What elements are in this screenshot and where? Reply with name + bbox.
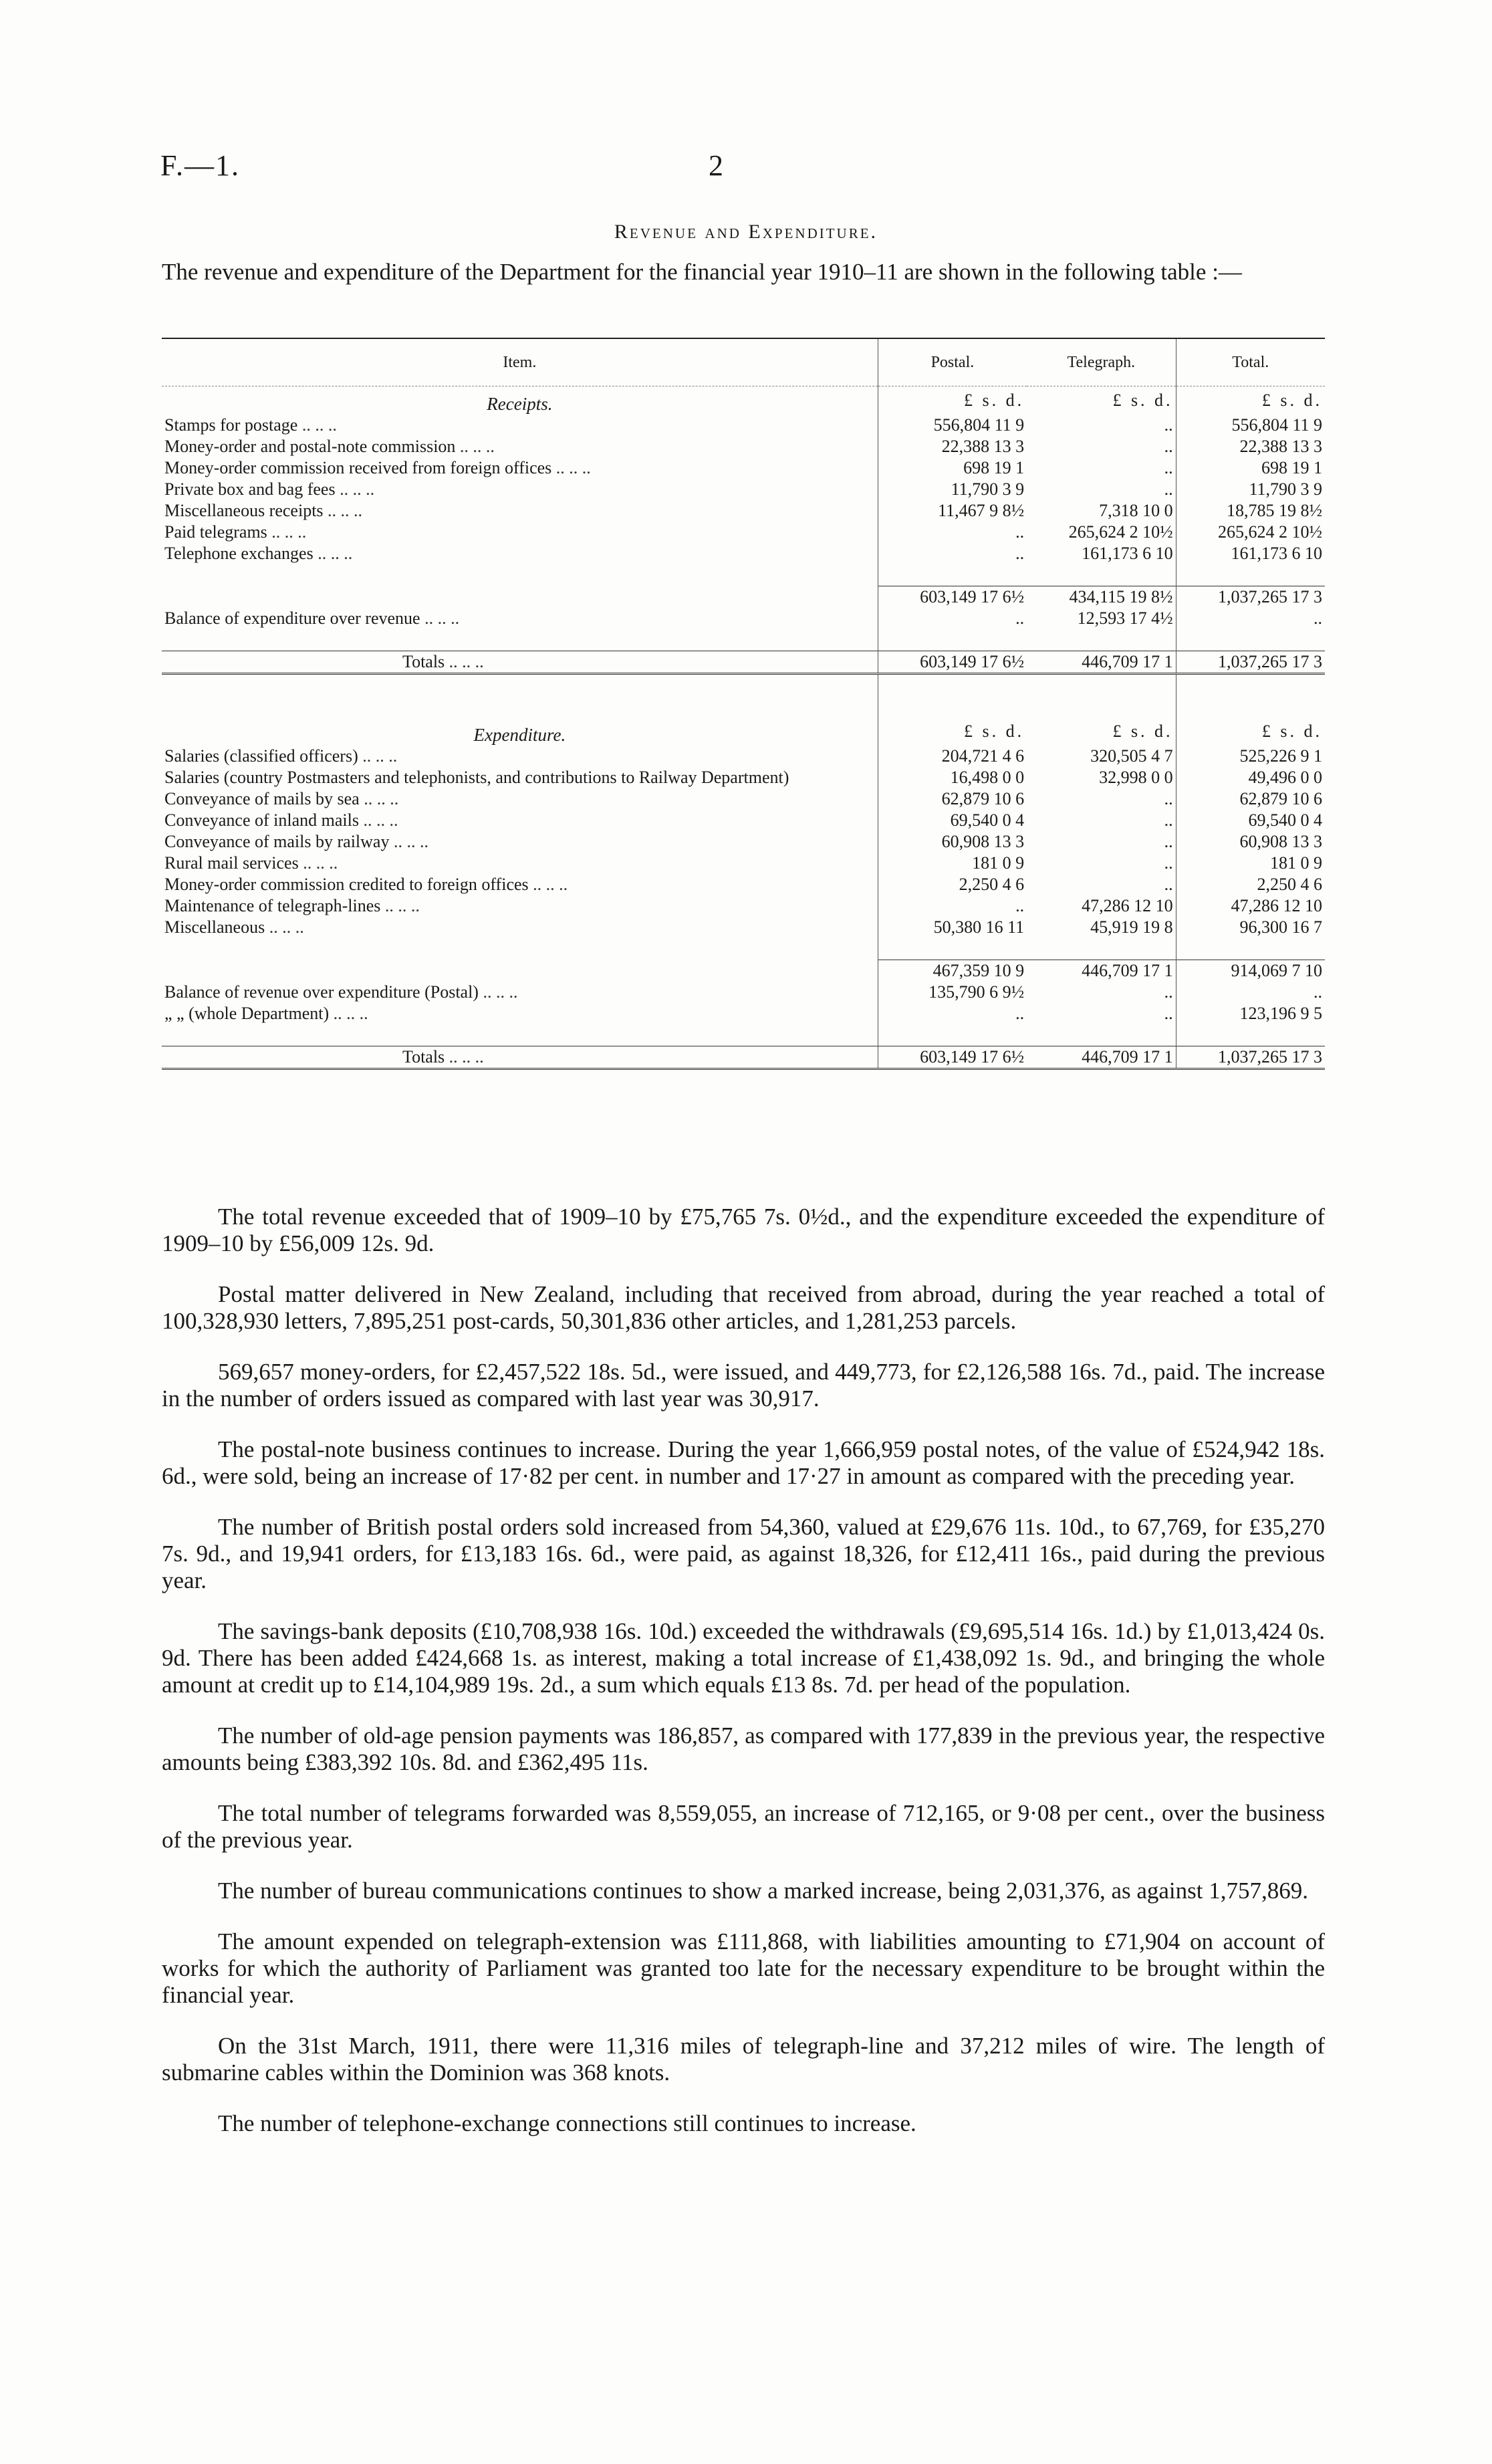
cell-postal: 50,380 16 11 (878, 917, 1027, 938)
cell-total: 1,037,265 17 3 (1176, 586, 1325, 608)
cell-postal: 62,879 10 6 (878, 788, 1027, 810)
expenditure-row (162, 746, 1325, 767)
page-number: 2 (709, 149, 723, 182)
expenditure-subtotal-row (162, 960, 1325, 982)
cell-item (162, 1046, 878, 1069)
cell-item (162, 767, 878, 788)
body-paragraph: The number of old-age pension payments was 186,857, as compared with 177,839 in the previous year, the respective amounts being £383,392 10s. 8d. and £362,495 11s. (162, 1722, 1325, 1775)
leader-dots: .. .. .. (329, 1004, 368, 1023)
body-paragraph: The number of bureau communications continues to show a marked increase, being 2,031,376, as against 1,757,869. (218, 1878, 1308, 1904)
expenditure-totals-row (162, 1046, 1325, 1069)
cell-total: 1,037,265 17 3 (1176, 651, 1325, 674)
cell-telegraph: 320,505 4 7 (1090, 746, 1173, 766)
expenditure-row (162, 767, 1325, 788)
row-label: Balance of revenue over expenditure (Postal) (164, 982, 479, 1002)
receipts-heading-row (162, 386, 1325, 415)
row-label: Totals (402, 652, 445, 671)
cell-telegraph: 47,286 12 10 (1082, 896, 1173, 915)
leader-dots: .. .. .. (267, 522, 307, 542)
receipts-heading: Receipts. (487, 394, 553, 414)
row-label: Salaries (classified officers) (164, 746, 358, 766)
expenditure-row (162, 831, 1325, 853)
table-body (162, 386, 1325, 1069)
leader-dots: .. .. .. (455, 437, 495, 456)
expenditure-heading: Expenditure. (473, 725, 566, 745)
cell-total: 556,804 11 9 (1176, 415, 1325, 436)
cell-total: 11,790 3 9 (1176, 479, 1325, 500)
cell-postal: .. (878, 1003, 1027, 1024)
cell-item (162, 543, 878, 564)
spacer-row (162, 629, 1325, 651)
cell-total: .. (1176, 608, 1325, 629)
receipts-row (162, 479, 1325, 500)
cell-item (162, 436, 878, 457)
cell-telegraph: .. (1164, 479, 1173, 499)
cell-total: 123,196 9 5 (1176, 1003, 1325, 1024)
row-label: Conveyance of mails by railway (164, 832, 390, 851)
cell-total: 265,624 2 10½ (1176, 522, 1325, 543)
row-label: Balance of expenditure over revenue (164, 608, 420, 628)
cell-item (162, 895, 878, 917)
cell-telegraph: 265,624 2 10½ (1068, 522, 1173, 542)
body-paragraph: Postal matter delivered in New Zealand, including that received from abroad, during the year reached a total of 100,328,930 letters, 7,895,251 post-cards, 50,301,836 other articles, and 1,281,253 parcels. (162, 1281, 1325, 1334)
expenditure-balance-whole-row (162, 1003, 1325, 1024)
cell-total: 18,785 19 8½ (1176, 500, 1325, 522)
section-title: Revenue and Expenditure. (614, 221, 878, 243)
cell-postal: 204,721 4 6 (878, 746, 1027, 767)
body-text (162, 1204, 1325, 2161)
expenditure-heading-row (162, 717, 1325, 746)
column-header-telegraph: Telegraph. (1027, 338, 1176, 386)
cell-postal: 16,498 0 0 (878, 767, 1027, 788)
cell-postal: 135,790 6 9½ (878, 982, 1027, 1003)
expenditure-row (162, 895, 1325, 917)
body-paragraph: The number of telephone-exchange connections still continues to increase. (218, 2110, 916, 2136)
body-paragraph: The postal-note business continues to increase. During the year 1,666,959 postal notes, of the value of £524,942 18s. 6d., were sold, being an increase of 17·82 per cent. in number and 17·27 in amount as compared with the preceding year. (162, 1436, 1325, 1489)
cell-postal: 22,388 13 3 (878, 436, 1027, 457)
cell-total: 49,496 0 0 (1176, 767, 1325, 788)
cell-telegraph: 45,919 19 8 (1090, 917, 1173, 937)
cell-telegraph: 12,593 17 4½ (1077, 608, 1173, 628)
cell-postal: 11,790 3 9 (878, 479, 1027, 500)
receipts-row (162, 522, 1325, 543)
row-label: Money-order commission received from foreign offices (164, 458, 552, 477)
cell-postal: 181 0 9 (878, 853, 1027, 874)
cell-telegraph: .. (1164, 789, 1173, 808)
cell-total: 96,300 16 7 (1176, 917, 1325, 938)
leader-dots: .. .. .. (551, 458, 591, 477)
cell-postal: 467,359 10 9 (878, 960, 1027, 982)
currency-label: £ s. d. (1176, 386, 1325, 415)
cell-postal: 556,804 11 9 (878, 415, 1027, 436)
row-label: Telephone exchanges (164, 544, 314, 563)
cell-telegraph: .. (1164, 437, 1173, 456)
row-label: Totals (402, 1047, 445, 1067)
cell-total: 525,226 9 1 (1176, 746, 1325, 767)
cell-telegraph: .. (1164, 853, 1173, 873)
body-paragraph: The total number of telegrams forwarded was 8,559,055, an increase of 712,165, or 9·08 per cent., over the business of the previous year. (162, 1800, 1325, 1853)
receipts-balance-row (162, 608, 1325, 629)
cell-total: 2,250 4 6 (1176, 874, 1325, 895)
spacer-row (162, 938, 1325, 960)
leader-dots: .. .. .. (528, 875, 568, 894)
spacer-row (162, 1024, 1325, 1046)
cell-telegraph: .. (1164, 415, 1173, 435)
cell-telegraph: 161,173 6 10 (1082, 544, 1173, 563)
cell-postal: 69,540 0 4 (878, 810, 1027, 831)
cell-telegraph: 32,998 0 0 (1099, 768, 1173, 787)
cell-telegraph: .. (1164, 1004, 1173, 1023)
row-label: Salaries (country Postmasters and telephonists, and contributions to Railway Department) (164, 768, 789, 787)
leader-dots: .. .. .. (335, 479, 375, 499)
leader-dots: .. .. .. (358, 746, 398, 766)
receipts-subtotal-row (162, 586, 1325, 608)
row-label: Rural mail services (164, 853, 299, 873)
leader-dots: .. .. .. (478, 982, 518, 1002)
cell-postal: .. (878, 608, 1027, 629)
receipts-row (162, 415, 1325, 436)
expenditure-row (162, 917, 1325, 938)
cell-postal: 11,467 9 8½ (878, 500, 1027, 522)
cell-total: 1,037,265 17 3 (1176, 1046, 1325, 1069)
currency-label: £ s. d. (1112, 721, 1173, 741)
currency-label: £ s. d. (1112, 390, 1173, 410)
cell-total: 698 19 1 (1176, 457, 1325, 479)
cell-telegraph: 446,709 17 1 (1027, 651, 1176, 674)
row-label: Conveyance of inland mails (164, 810, 359, 830)
cell-postal: 603,149 17 6½ (878, 1046, 1027, 1069)
leader-dots: .. .. .. (265, 917, 304, 937)
row-label: Private box and bag fees (164, 479, 336, 499)
cell-item (162, 1003, 878, 1024)
cell-postal: 60,908 13 3 (878, 831, 1027, 853)
receipts-row (162, 543, 1325, 564)
spacer-row (162, 696, 1325, 717)
cell-postal: 603,149 17 6½ (878, 651, 1027, 674)
leader-dots: .. .. .. (359, 789, 399, 808)
leader-dots: .. .. .. (358, 810, 398, 830)
leader-dots: .. .. .. (313, 544, 353, 563)
cell-total: 47,286 12 10 (1176, 895, 1325, 917)
cell-telegraph: .. (1164, 458, 1173, 477)
cell-item (162, 831, 878, 853)
intro-paragraph: The revenue and expenditure of the Department for the financial year 1910–11 are shown in the following table :— (162, 259, 1242, 285)
cell-item (162, 853, 878, 874)
expenditure-row (162, 853, 1325, 874)
cell-postal: 2,250 4 6 (878, 874, 1027, 895)
cell-total: 60,908 13 3 (1176, 831, 1325, 853)
row-label: Money-order and postal-note commission (164, 437, 456, 456)
cell-total: 69,540 0 4 (1176, 810, 1325, 831)
leader-dots: .. .. .. (298, 853, 338, 873)
cell-item (162, 874, 878, 895)
row-label: Miscellaneous (164, 917, 265, 937)
cell-item (162, 917, 878, 938)
receipts-row (162, 500, 1325, 522)
body-paragraph: The amount expended on telegraph-extension was £111,868, with liabilities amounting to £71,904 on account of works for which the authority of Parliament was granted too late for the necessary expenditure to be brought within the financial year. (162, 1928, 1325, 2008)
row-label: „ „ (whole Department) (164, 1004, 330, 1023)
page-reference: F.—1. (160, 149, 240, 182)
column-header-item: Item. (162, 338, 878, 386)
cell-postal: .. (878, 543, 1027, 564)
row-label: Conveyance of mails by sea (164, 789, 360, 808)
spacer-row (162, 564, 1325, 586)
currency-label: £ s. d. (1176, 717, 1325, 746)
leader-dots: .. .. .. (380, 896, 420, 915)
leader-dots: .. .. .. (420, 608, 460, 628)
cell-total: 62,879 10 6 (1176, 788, 1325, 810)
receipts-row (162, 457, 1325, 479)
cell-item (162, 415, 878, 436)
leader-dots: .. .. .. (445, 652, 484, 671)
body-paragraph: The total revenue exceeded that of 1909–10 by £75,765 7s. 0½d., and the expenditure exceeded the expenditure of 1909–10 by £56,009 12s. 9d. (162, 1204, 1325, 1256)
cell-telegraph: .. (1164, 832, 1173, 851)
cell-item (162, 810, 878, 831)
expenditure-balance-postal-row (162, 982, 1325, 1003)
leader-dots: .. .. .. (297, 415, 337, 435)
row-label: Maintenance of telegraph-lines (164, 896, 381, 915)
cell-item (162, 746, 878, 767)
cell-telegraph: 434,115 19 8½ (1027, 586, 1176, 608)
expenditure-row (162, 788, 1325, 810)
cell-telegraph: .. (1164, 810, 1173, 830)
cell-item (162, 586, 878, 608)
row-label: Paid telegrams (164, 522, 267, 542)
cell-telegraph: .. (1164, 875, 1173, 894)
currency-label: £ s. d. (878, 717, 1027, 746)
leader-dots: .. .. .. (389, 832, 428, 851)
receipts-row (162, 436, 1325, 457)
cell-item (162, 960, 878, 982)
column-header-total: Total. (1176, 338, 1325, 386)
cell-item (162, 457, 878, 479)
cell-item (162, 479, 878, 500)
cell-item (162, 608, 878, 629)
cell-telegraph: .. (1164, 982, 1173, 1002)
cell-item (162, 522, 878, 543)
row-label: Money-order commission credited to foreign offices (164, 875, 529, 894)
cell-item (162, 982, 878, 1003)
cell-postal: .. (878, 522, 1027, 543)
cell-item (162, 500, 878, 522)
cell-telegraph: 446,709 17 1 (1027, 960, 1176, 982)
body-paragraph: On the 31st March, 1911, there were 11,316 miles of telegraph-line and 37,212 miles of wire. The length of submarine cables within the Dominion was 368 knots. (162, 2033, 1325, 2086)
cell-total: 181 0 9 (1176, 853, 1325, 874)
leader-dots: .. .. .. (323, 501, 363, 520)
cell-telegraph: 446,709 17 1 (1027, 1046, 1176, 1069)
cell-telegraph: 7,318 10 0 (1099, 501, 1173, 520)
expenditure-row (162, 874, 1325, 895)
spacer-row (162, 674, 1325, 697)
body-paragraph: The number of British postal orders sold increased from 54,360, valued at £29,676 11s. 10d., to 67,769, for £35,270 7s. 9d., and 19,941 orders, for £13,183 16s. 6d., were paid, as against 18,326, for £12,411 16s., paid during the previous year. (162, 1514, 1325, 1593)
row-label: Miscellaneous receipts (164, 501, 324, 520)
expenditure-row (162, 810, 1325, 831)
cell-postal: 603,149 17 6½ (878, 586, 1027, 608)
revenue-expenditure-table (162, 338, 1325, 1070)
cell-total: .. (1176, 982, 1325, 1003)
body-paragraph: The savings-bank deposits (£10,708,938 16s. 10d.) exceeded the withdrawals (£9,695,514 16s. 1d.) by £1,013,424 0s. 9d. There has been added £424,668 1s. as interest, making a total increase of £1,438,092 1s. 9d., and bringing the whole amount at credit up to £14,104,989 19s. 2d., a sum which equals £13 8s. 7d. per head of the population. (162, 1618, 1325, 1698)
receipts-totals-row (162, 651, 1325, 674)
cell-total: 22,388 13 3 (1176, 436, 1325, 457)
cell-item (162, 651, 878, 674)
row-label: Stamps for postage (164, 415, 298, 435)
cell-total: 914,069 7 10 (1176, 960, 1325, 982)
body-paragraph: 569,657 money-orders, for £2,457,522 18s. 5d., were issued, and 449,773, for £2,126,588 16s. 7d., paid. The increase in the number of orders issued as compared with last year was 30,917. (162, 1359, 1325, 1412)
column-header-postal: Postal. (878, 338, 1027, 386)
leader-dots: .. .. .. (445, 1047, 484, 1067)
cell-postal: 698 19 1 (878, 457, 1027, 479)
currency-label: £ s. d. (878, 386, 1027, 415)
cell-item (162, 788, 878, 810)
cell-total: 161,173 6 10 (1176, 543, 1325, 564)
cell-postal: .. (878, 895, 1027, 917)
